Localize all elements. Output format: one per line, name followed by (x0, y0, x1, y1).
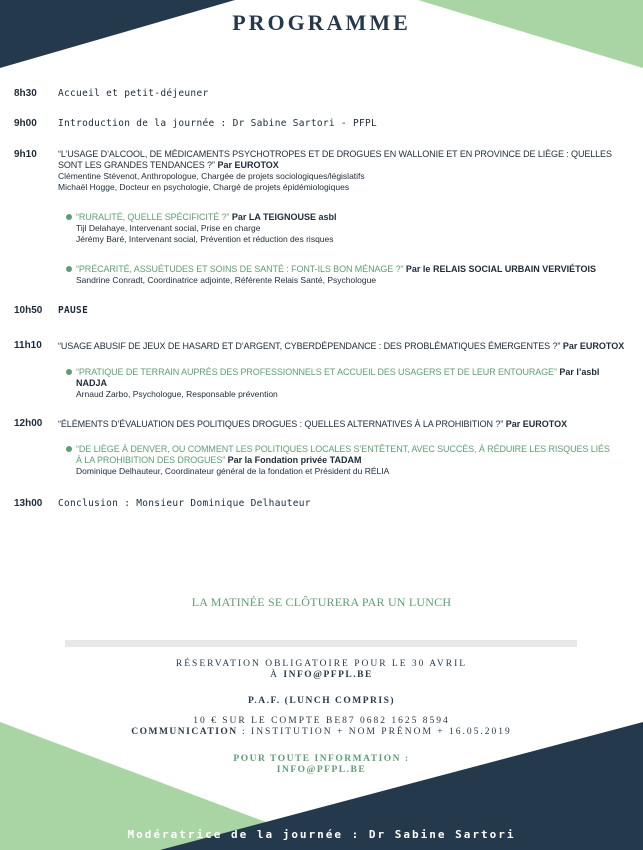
paf-block (0, 716, 643, 738)
sub-session-topic: “PRATIQUE DE TERRAIN AUPRÈS DES PROFESSIONNELS ET ACCUEIL DES USAGERS ET DE LEUR ENTOURAGE” (76, 367, 557, 377)
sub-session-presenter: Par l’asbl NADJA (76, 367, 600, 388)
communication-value: : INSTITUTION + NOM PRÉNOM + 16.05.2019 (242, 727, 512, 737)
paf-account: 10 € SUR LE COMPTE BE87 0682 1625 8594 (193, 716, 450, 726)
reservation-email[interactable]: INFO@PFPL.BE (283, 670, 373, 680)
page-title: PROGRAMME (232, 10, 411, 35)
paf-heading: P.A.F. (LUNCH COMPRIS) (247, 696, 396, 706)
schedule-item (14, 118, 629, 130)
session-presenter: Par EUROTOX (562, 341, 625, 351)
bullet-icon (66, 266, 72, 272)
speaker: Jérémy Baré, Intervenant social, Prévention et réduction des risques (76, 234, 334, 244)
moderator-footer: Modératrice de la journée : Dr Sabine Sartori (127, 828, 516, 841)
schedule-text: Introduction de la journée : Dr Sabine Sartori - PFPL (58, 118, 378, 129)
schedule-item (14, 418, 629, 431)
sub-session (76, 264, 616, 286)
schedule-text: PAUSE (58, 305, 89, 316)
bullet-icon (66, 446, 72, 452)
schedule-time: 13h00 (14, 498, 43, 509)
session-topic: “USAGE ABUSIF DE JEUX DE HASARD ET D’ARGENT, CYBERDÉPENDANCE : DES PROBLÉMATIQUES ÉMERGENTES ?” (58, 341, 561, 351)
schedule-time: 11h10 (14, 340, 42, 351)
schedule-time: 9h10 (14, 149, 37, 160)
schedule-text: Accueil et petit-déjeuner (58, 88, 209, 99)
session-presenter: Par EUROTOX (505, 419, 568, 429)
schedule-item (14, 498, 629, 510)
reservation-line: RÉSERVATION OBLIGATOIRE POUR LE 30 AVRIL (175, 659, 468, 669)
schedule-item (14, 88, 629, 100)
contact-email[interactable]: INFO@PFPL.BE (276, 765, 367, 775)
sub-session-topic: “RURALITÉ, QUELLE SPÉCIFICITÉ ?” (76, 212, 230, 222)
reservation-prefix: À (270, 670, 280, 680)
sub-session (76, 212, 616, 245)
schedule-time: 10h50 (14, 305, 43, 316)
schedule-time: 12h00 (14, 418, 43, 429)
communication-label: COMMUNICATION (131, 727, 238, 737)
schedule-item (14, 149, 629, 193)
speaker: Sandrine Conradt, Coordinatrice adjointe, Référente Relais Santé, Psychologue (76, 275, 377, 285)
lunch-notice: LA MATINÉE SE CLÔTURERA PAR UN LUNCH (191, 595, 452, 609)
speaker: Dominique Delhauteur, Coordinateur général de la fondation et Président du RÉLIA (76, 466, 390, 476)
session-topic: “L’USAGE D’ALCOOL, DE MÉDICAMENTS PSYCHOTROPES ET DE DROGUES EN WALLONIE ET EN PROVINCE DE LIÈGE : QUELLES SONT LES GRANDES TENDANCES ?” (58, 149, 612, 170)
sub-session-topic: “PRÉCARITÉ, ASSUÉTUDES ET SOINS DE SANTÉ : FONT-ILS BON MÉNAGE ?” (76, 264, 404, 274)
divider-bar (65, 640, 577, 647)
schedule-time: 8h30 (14, 88, 37, 99)
sub-session (76, 367, 616, 400)
schedule-item (14, 305, 629, 317)
reservation-block (0, 659, 643, 681)
speaker: Clémentine Stévenot, Anthropologue, Chargée de projets sociologiques/législatifs (58, 171, 365, 181)
sub-session-presenter: Par le RELAIS SOCIAL URBAIN VERVIÉTOIS (405, 264, 596, 274)
speaker: Tijl Delahaye, Intervenant social, Prise en charge (76, 223, 261, 233)
contact-line: POUR TOUTE INFORMATION : (233, 754, 410, 764)
schedule-item (14, 340, 629, 353)
sub-session-presenter: Par la Fondation privée TADAM (227, 455, 362, 465)
contact-block (0, 754, 643, 776)
bullet-icon (66, 369, 72, 375)
schedule-text: Conclusion : Monsieur Dominique Delhauteur (58, 498, 311, 509)
speaker: Michaël Hogge, Docteur en psychologie, Chargé de projets épidémiologiques (58, 182, 350, 192)
schedule-time: 9h00 (14, 118, 37, 129)
bullet-icon (66, 214, 72, 220)
speaker: Arnaud Zarbo, Psychologue, Responsable prévention (76, 389, 278, 399)
session-presenter: Par EUROTOX (217, 160, 279, 170)
sub-session-topic: “DE LIÈGE À DENVER, OU COMMENT LES POLITIQUES LOCALES S’ENTÊTENT, AVEC SUCCÈS, À RÉDUIRE LES RISQUES LIÉS À LA PROHIBITION DES DROGUES” (76, 444, 610, 465)
session-topic: “ÉLÉMENTS D’ÉVALUATION DES POLITIQUES DROGUES : QUELLES ALTERNATIVES À LA PROHIBITION ?” (58, 419, 504, 429)
sub-session (76, 444, 616, 477)
sub-session-presenter: Par LA TEIGNOUSE asbl (231, 212, 337, 222)
